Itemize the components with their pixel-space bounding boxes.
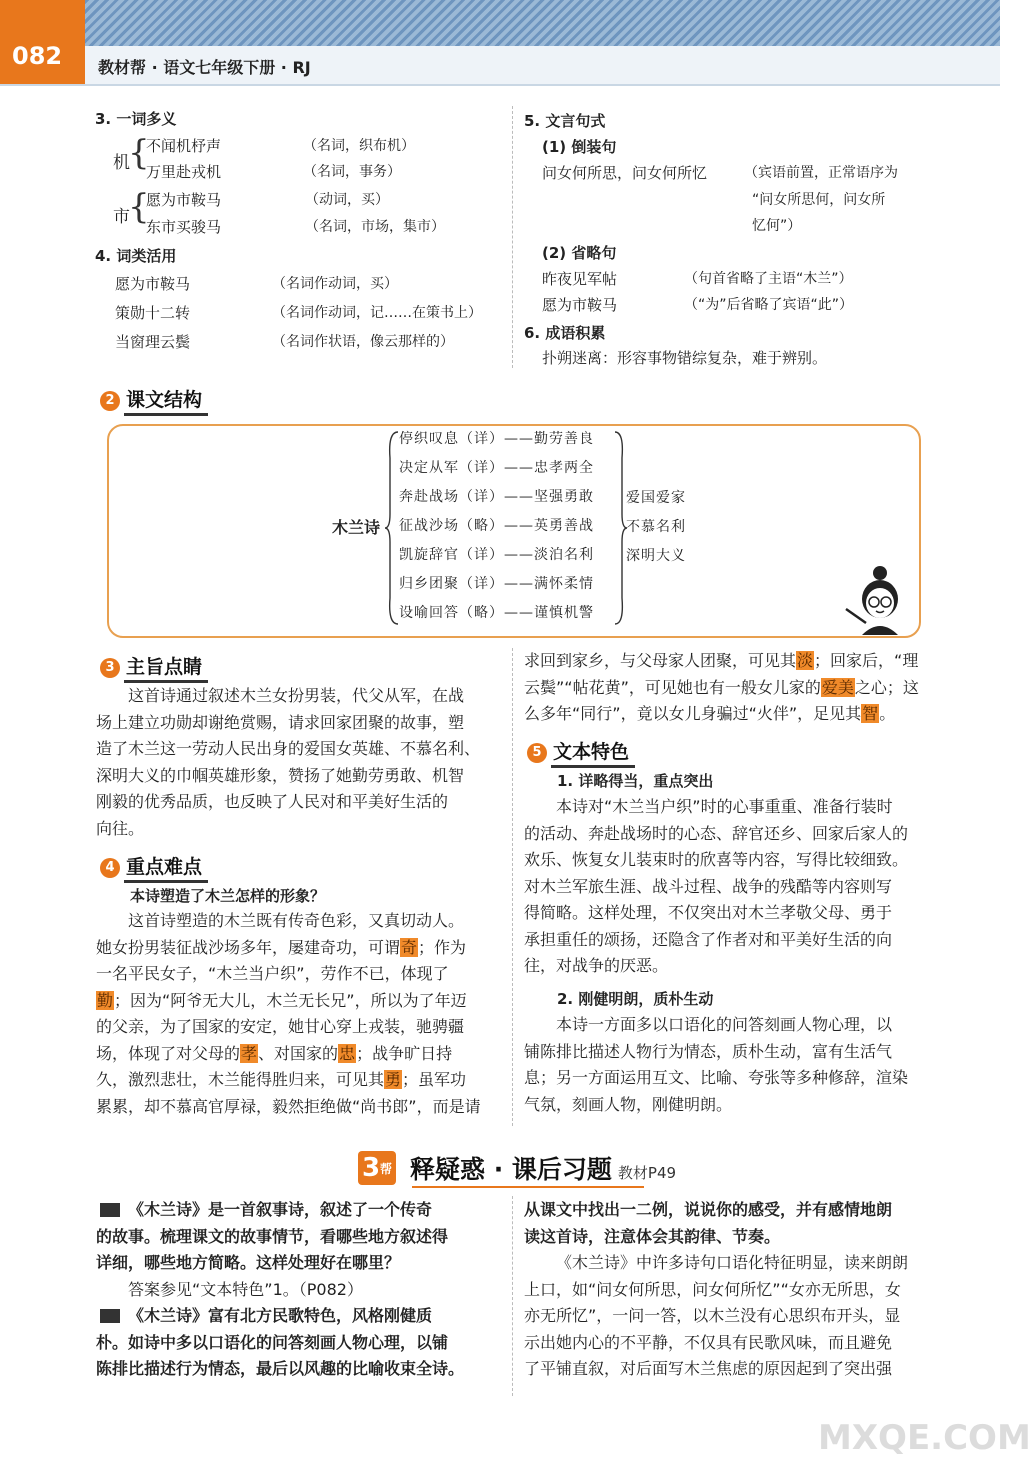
feature-1-title: 1. 详略得当，重点突出 [557,772,714,790]
sub-title-omission: (2) 省略句 [542,244,617,262]
exercise-2-answer-line: 上口，如“问女何所思，问女何所忆”“女亦无所思，女 [524,1279,901,1299]
feature-line: 气氛，刻画人物，刚健明朗。 [524,1094,733,1114]
structure-row: 设喻回答（略）——谨慎机警 [399,605,594,621]
key-line [96,935,506,962]
structure-brace-left [384,428,400,628]
exercise-2-question-line: 读这首诗，注意体会其韵律、节奏。 [524,1226,781,1246]
structure-tree [399,425,594,628]
omission-phrase-1: 昨夜见军帖 [542,270,618,288]
column-divider-bottom [512,1196,513,1396]
section-head-key [100,852,208,883]
question-marker-icon [100,1309,120,1323]
structure-summary [626,484,686,571]
feature-2-paragraph [524,1012,934,1118]
theme-line: 这首诗通过叙述木兰女扮男装，代父从军，在战 [128,686,465,705]
summary-item: 不慕名利 [626,519,686,535]
structure-row: 凯旋辞官（详）——淡泊名利 [399,547,594,563]
watermark: MXQE.COM [818,1418,1031,1458]
ji-phrase-2: 万里赴戎机 [146,163,222,181]
text-span: 她女扮男装征战沙场多年，屡建奇功，可谓 [96,937,401,957]
feature-line: 对木兰军旅生涯、战斗过程、战争的残酷等内容则写 [524,876,893,896]
key-line: 这首诗塑造的木兰既有传奇色彩，又真切动人。 [128,911,465,930]
text-span: 。 [879,704,896,723]
key-line [96,1067,506,1094]
exercise-1-answer: 答案参见“文本特色”1。（P082） [128,1279,363,1299]
banner-underline [412,1186,644,1188]
text-span: 《木兰诗》富有北方民歌特色，风格刚健质 [128,1306,433,1325]
structure-row: 决定从军（详）——忠孝两全 [399,460,594,476]
highlight-word: 淡 [797,651,814,670]
section-title-sentence: 5. 文言句式 [524,112,606,130]
text-span: 《木兰诗》是一首叙事诗，叙述了一个传奇 [128,1200,433,1219]
feature-line: 往，对战争的厌恶。 [524,956,669,975]
key-question: 本诗塑造了木兰怎样的形象？ [130,887,326,905]
feature-line: 得简略。这样处理，不仅突出对木兰孝敬父母、勇于 [524,903,893,922]
key-line: 的父亲，为了国家的安定，她甘心穿上戎装，驰骋疆 [96,1017,465,1036]
structure-row: 归乡团聚（详）——满怀柔情 [399,576,594,592]
key-paragraph-continued [524,648,934,728]
banner-title: 释疑惑 · 课后习题 [410,1155,612,1184]
section-title-polysemy: 3. 一词多义 [95,110,177,128]
text-span: 场，体现了对父母的 [96,1043,241,1063]
inversion-phrase: 问女何所思，问女何所忆 [542,164,708,182]
page-number-tab [0,0,85,84]
banner-number-digit: 3 [361,1153,381,1183]
shi-note-1: （动词，买） [305,192,389,208]
text-span: ；作为 [418,937,467,957]
exercise-2-continued [524,1197,934,1383]
shi-phrase-1: 愿为市鞍马 [146,191,222,209]
header-stripe [85,0,1000,46]
exercise-1-question-line: 的故事。梳理课文的故事情节，看哪些地方叙述得 [96,1226,449,1246]
exercise-2-question-line [96,1303,506,1330]
key-line: 一名平民女子，“木兰当户织”，劳作不已，体现了 [96,964,449,983]
feature-1-paragraph [524,794,934,980]
inversion-note-2: “问女所思何，问女所 [752,192,886,208]
ji-note-2: （名词，事务） [303,164,401,180]
section-title: 课文结构 [124,385,208,416]
exercise-banner [358,1150,676,1186]
shi-note-2: （名词，市场，集市） [305,219,445,235]
key-line [96,988,506,1015]
section-title-idiom: 6. 成语积累 [524,324,606,342]
structure-root: 木兰诗 [332,518,381,537]
key-line: 累累，却不慕高官厚禄，毅然拒绝做“尚书郎”，而是请 [96,1096,481,1116]
key-line [524,675,934,702]
feature-line: 铺陈排比描述人物行为情态，质朴生动，富有生活气 [524,1041,893,1061]
key-line [96,1041,506,1068]
highlight-word: 智 [862,704,879,723]
wc-phrase-1: 愿为市鞍马 [115,275,191,293]
text-span: ；回家后，“理 [814,651,919,670]
section-title: 主旨点睛 [124,652,208,683]
brace-ji: { [128,133,150,173]
text-span: 之心；这 [854,677,919,697]
exercise-2-question-line: 朴。如诗中多以口语化的问答刻画人物心理，以铺 [96,1332,449,1352]
highlight-word: 奇 [401,937,418,957]
section-number: 3 [100,658,120,678]
feature-line: 本诗对“木兰当户织”时的心事重重、准备行装时 [556,797,893,816]
feature-line: 本诗一方面多以口语化的问答刻画人物心理，以 [556,1015,893,1034]
sub-title-inversion: (1) 倒装句 [542,138,617,156]
highlight-word: 爱美 [821,677,854,697]
wc-note-3: （名词作状语，像云那样的） [272,334,454,350]
theme-line: 造了木兰这一劳动人民出身的爱国女英雄、不慕名利、 [96,739,481,758]
inversion-note-1: （宾语前置，正常语序为 [744,165,898,181]
key-line [524,701,934,728]
feature-line: 承担重任的颂扬，还隐含了作者对和平美好生活的向 [524,929,893,949]
brace-shi: { [128,187,150,227]
structure-row: 停织叹息（详）——勤劳善良 [399,431,594,447]
shi-phrase-2: 东市买骏马 [146,218,222,236]
section-number: 4 [100,858,120,878]
highlight-word: 勇 [385,1070,402,1089]
structure-row: 征战沙场（略）——英勇善战 [399,518,594,534]
exercise-1 [96,1197,506,1383]
page-number: 082 [12,42,63,70]
char-ji: 机 [113,153,130,173]
exercise-2-answer-line: 亦无所忆”，一问一答，以木兰没有心思织布开头，显 [524,1306,901,1325]
summary-item: 深明大义 [626,548,686,564]
key-paragraph [96,908,506,1120]
structure-row: 奔赴战场（详）——坚强勇敢 [399,489,594,505]
ji-phrase-1: 不闻机杼声 [146,137,222,155]
text-span: 、对国家的 [258,1043,339,1063]
theme-line: 向往。 [96,818,145,838]
summary-item: 爱国爱家 [626,490,686,506]
exercise-2-answer-line: 示出她内心的不平静，不仅具有民歌风味，而且避免 [524,1332,893,1352]
exercise-2-question-line: 陈排比描述行为情态，最后以风趣的比喻收束全诗。 [96,1359,465,1378]
book-title: 教材帮 · 语文七年级下册 · RJ [98,58,311,77]
feature-2-title: 2. 刚健明朗，质朴生动 [557,990,714,1008]
section-number: 5 [527,743,547,763]
feature-line: 的活动、奔赴战场时的心态、辞官还乡、回家后家人的 [524,823,909,843]
wc-phrase-2: 策勋十二转 [115,304,191,322]
banner-number-suffix: 帮 [380,1161,393,1176]
wc-note-2: （名词作动词，记……在策书上） [272,305,482,321]
highlight-word: 勤 [97,990,114,1010]
column-divider-top [512,106,513,368]
omission-note-1: （句首省略了主语“木兰”） [684,271,853,287]
text-span: ；虽军功 [402,1070,467,1089]
theme-line: 场上建立功勋却谢绝赏赐，请求回家团聚的故事，塑 [96,712,465,732]
text-span: 么多年“同行”，竟以女儿身骗过“火伴”，足见其 [524,704,862,723]
text-span: 求回到家乡，与父母家人团聚，可见其 [524,651,797,670]
text-span: 云鬓”“帖花黄”，可见她也有一般女儿家的 [524,677,821,697]
section-title: 重点难点 [124,852,208,883]
omission-phrase-2: 愿为市鞍马 [542,296,618,314]
text-span: ；战争旷日持 [356,1043,453,1063]
exercise-2-answer-line: 《木兰诗》中许多诗句口语化特征明显，读来朗朗 [556,1253,909,1272]
key-line [524,648,934,675]
theme-paragraph [96,683,506,842]
feature-line: 息；另一方面运用互文、比喻、夸张等多种修辞，渲染 [524,1068,909,1087]
theme-line: 刚毅的优秀品质，也反映了人民对和平美好生活的 [96,792,449,811]
section-number: 2 [100,391,120,411]
section-head-features [527,737,635,768]
banner-reference: 教材P49 [617,1163,677,1182]
exercise-1-question-line: 详细，哪些地方简略。这样处理好在哪里？ [96,1253,401,1272]
column-divider-middle [512,648,513,1126]
section-title: 文本特色 [551,737,635,768]
text-span: ；因为“阿爷无大儿，木兰无长兄”，所以为了年迈 [114,990,467,1010]
exercise-2-answer-line: 了平铺直叙，对后面写木兰焦虑的原因起到了突出强 [524,1359,893,1378]
question-marker-icon [100,1203,120,1217]
char-shi: 市 [113,207,130,227]
teacher-cartoon-icon [840,565,920,639]
section-title-word-class: 4. 词类活用 [95,247,177,265]
ji-note-1: （名词，织布机） [303,138,415,154]
theme-line: 深明大义的巾帼英雄形象，赞扬了她勤劳勇敢、机智 [96,765,465,785]
wc-phrase-3: 当窗理云鬓 [115,333,191,351]
exercise-2-question-line: 从课文中找出一二例，说说你的感受，并有感情地朗 [524,1200,893,1219]
text-span: 久，激烈悲壮，木兰能得胜归来，可见其 [96,1070,385,1089]
exercise-1-question-line [96,1197,506,1224]
section-head-theme [100,652,208,683]
idiom-text: 扑朔迷离：形容事物错综复杂，难于辨别。 [542,349,828,367]
omission-note-2: （“为”后省略了宾语“此”） [684,297,854,313]
feature-line: 欢乐、恢复女儿装束时的欣喜等内容，写得比较细致。 [524,850,909,869]
highlight-word: 孝 [241,1043,258,1063]
section-head-structure [100,385,208,416]
inversion-note-3: 忆何”） [752,218,802,234]
wc-note-1: （名词作动词，买） [272,276,398,292]
banner-number [358,1151,396,1185]
highlight-word: 忠 [339,1043,356,1063]
